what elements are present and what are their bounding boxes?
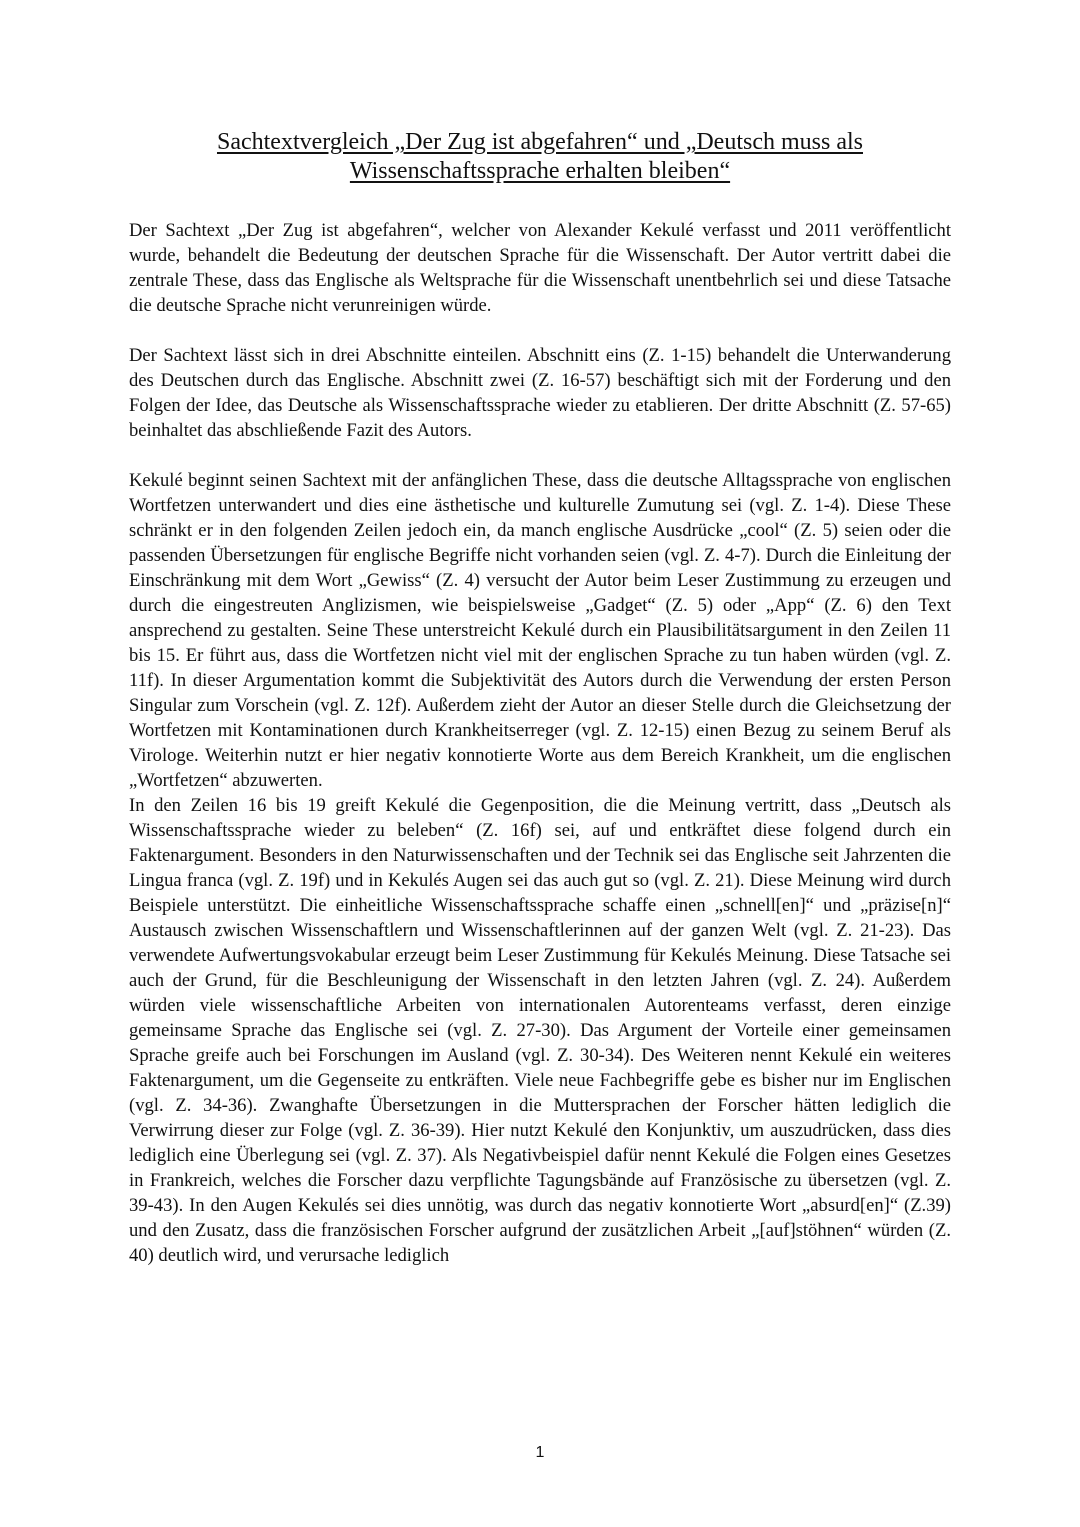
title-line-1: Sachtextvergleich „Der Zug ist abgefahren“ und „Deutsch muss als xyxy=(216,129,863,155)
document-title xyxy=(150,128,930,186)
title-line-2: Wissenschaftssprache erhalten bleiben“ xyxy=(349,158,731,184)
paragraph-introduction: Der Sachtext „Der Zug ist abgefahren“, welcher von Alexander Kekulé verfasst und 2011 veröffentlicht wurde, behandelt die Bedeutung der deutschen Sprache für die Wissenschaft. Der Autor vertritt dabei die zentrale These, dass das Englische als Weltsprache für die Wissenschaft unentbehrlich sei und diese Tatsache die deutsche Sprache nicht verunreinigen würde. xyxy=(129,220,951,316)
document-body xyxy=(129,218,951,1268)
paragraph-spacer xyxy=(129,443,951,468)
paragraph-analysis-part-2: In den Zeilen 16 bis 19 greift Kekulé die Gegenposition, die die Meinung vertritt, dass „Deutsch als Wissenschaftssprache wieder zu beleben“ (Z. 16f) sei, auf und entkräftet diese folgend durch ein Faktenargument. Besonders in den Naturwissenschaften und der Technik sei das Englische seit Jahrzenten die Lingua franca (vgl. Z. 19f) und in Kekulés Augen sei das auch gut so (vgl. Z. 21). Diese Meinung wird durch Beispiele unterstützt. Die einheitliche Wissenschaftssprache schaffe einen „schnell[en]“ und „präzise[n]“ Austausch zwischen Wissenschaftlern und Wissenschaftlerinnen auf der ganzen Welt (vgl. Z. 21-23). Das verwendete Aufwertungsvokabular erzeugt beim Leser Zustimmung für Kekulés Meinung. Diese Tatsache sei auch der Grund, für die Beschleunigung der Wissenschaft in den letzten Jahren (vgl. Z. 24). Außerdem würden viele wissenschaftliche Arbeiten von internationalen Autorenteams verfasst, deren einzige gemeinsame Sprache das Englische sei (vgl. Z. 27-30). Das Argument der Vorteile einer gemeinsamen Sprache greife auch bei Forschungen im Ausland (vgl. Z. 30-34). Des Weiteren nennt Kekulé ein weiteres Faktenargument, um die Gegenseite zu entkräften. Viele neue Fachbegriffe gebe es bisher nur im Englischen (vgl. Z. 34-36). Zwanghafte Übersetzungen in die Muttersprachen der Forscher hätten lediglich die Verwirrung dieser zur Folge (vgl. Z. 36-39). Hier nutzt Kekulé den Konjunktiv, um auszudrücken, dass dies lediglich eine Überlegung sei (vgl. Z. 37). Als Negativbeispiel dafür nennt Kekulé die Folgen eines Gesetzes in Frankreich, welches die Forscher dazu verpflichte Tagungsbände auf Französische zu übersetzen (vgl. Z. 39-43). In den Augen Kekulés sei dies unnötig, was durch das negativ konnotierte Wort „absurd[en]“ (Z.39) und den Zusatz, dass die französischen Forscher aufgrund der zusätzlichen Arbeit „[auf]stöhnen“ würden (Z. 40) deutlich wird, und verursache lediglich xyxy=(129,795,951,1266)
paragraph-structure: Der Sachtext lässt sich in drei Abschnitte einteilen. Abschnitt eins (Z. 1-15) behandelt die Unterwanderung des Deutschen durch das Englische. Abschnitt zwei (Z. 16-57) beschäftigt sich mit der Forderung und den Folgen der Idee, das Deutsche als Wissenschaftssprache wieder zu etablieren. Der dritte Abschnitt (Z. 57-65) beinhaltet das abschließende Fazit des Autors. xyxy=(129,345,951,441)
page-number: 1 xyxy=(535,1444,545,1461)
paragraph-analysis-part-1: Kekulé beginnt seinen Sachtext mit der anfänglichen These, dass die deutsche Alltagssprache von englischen Wortfetzen unterwandert und dies eine ästhetische und kulturelle Zumutung sei (vgl. Z. 1-4). Diese These schränkt er in den folgenden Zeilen jedoch ein, da manch englische Ausdrücke „cool“ (Z. 5) seien oder die passenden Übersetzungen für englische Begriffe nicht vorhanden seien (vgl. Z. 4-7). Durch die Einleitung der Einschränkung mit dem Wort „Gewiss“ (Z. 4) versucht der Autor beim Leser Zustimmung zu erzeugen und durch die eingestreuten Anglizismen, wie beispielsweise „Gadget“ (Z. 5) oder „App“ (Z. 6) den Text ansprechend zu gestalten. Seine These unterstreicht Kekulé durch ein Plausibilitätsargument in den Zeilen 11 bis 15. Er führt aus, dass die Wortfetzen nicht viel mit der englischen Sprache zu tun haben würden (vgl. Z. 11f). In dieser Argumentation kommt die Subjektivität des Autors durch die Verwendung der ersten Person Singular zum Vorschein (vgl. Z. 12f). Außerdem zieht der Autor an dieser Stelle durch die Gleichsetzung der Wortfetzen mit Kontaminationen durch Krankheitserreger (vgl. Z. 12-15) einen Bezug zu seinem Beruf als Virologe. Weiterhin nutzt er hier negativ konnotierte Worte aus dem Bereich Krankheit, um die englischen „Wortfetzen“ abzuwerten. xyxy=(129,470,951,791)
paragraph-spacer xyxy=(129,318,951,343)
